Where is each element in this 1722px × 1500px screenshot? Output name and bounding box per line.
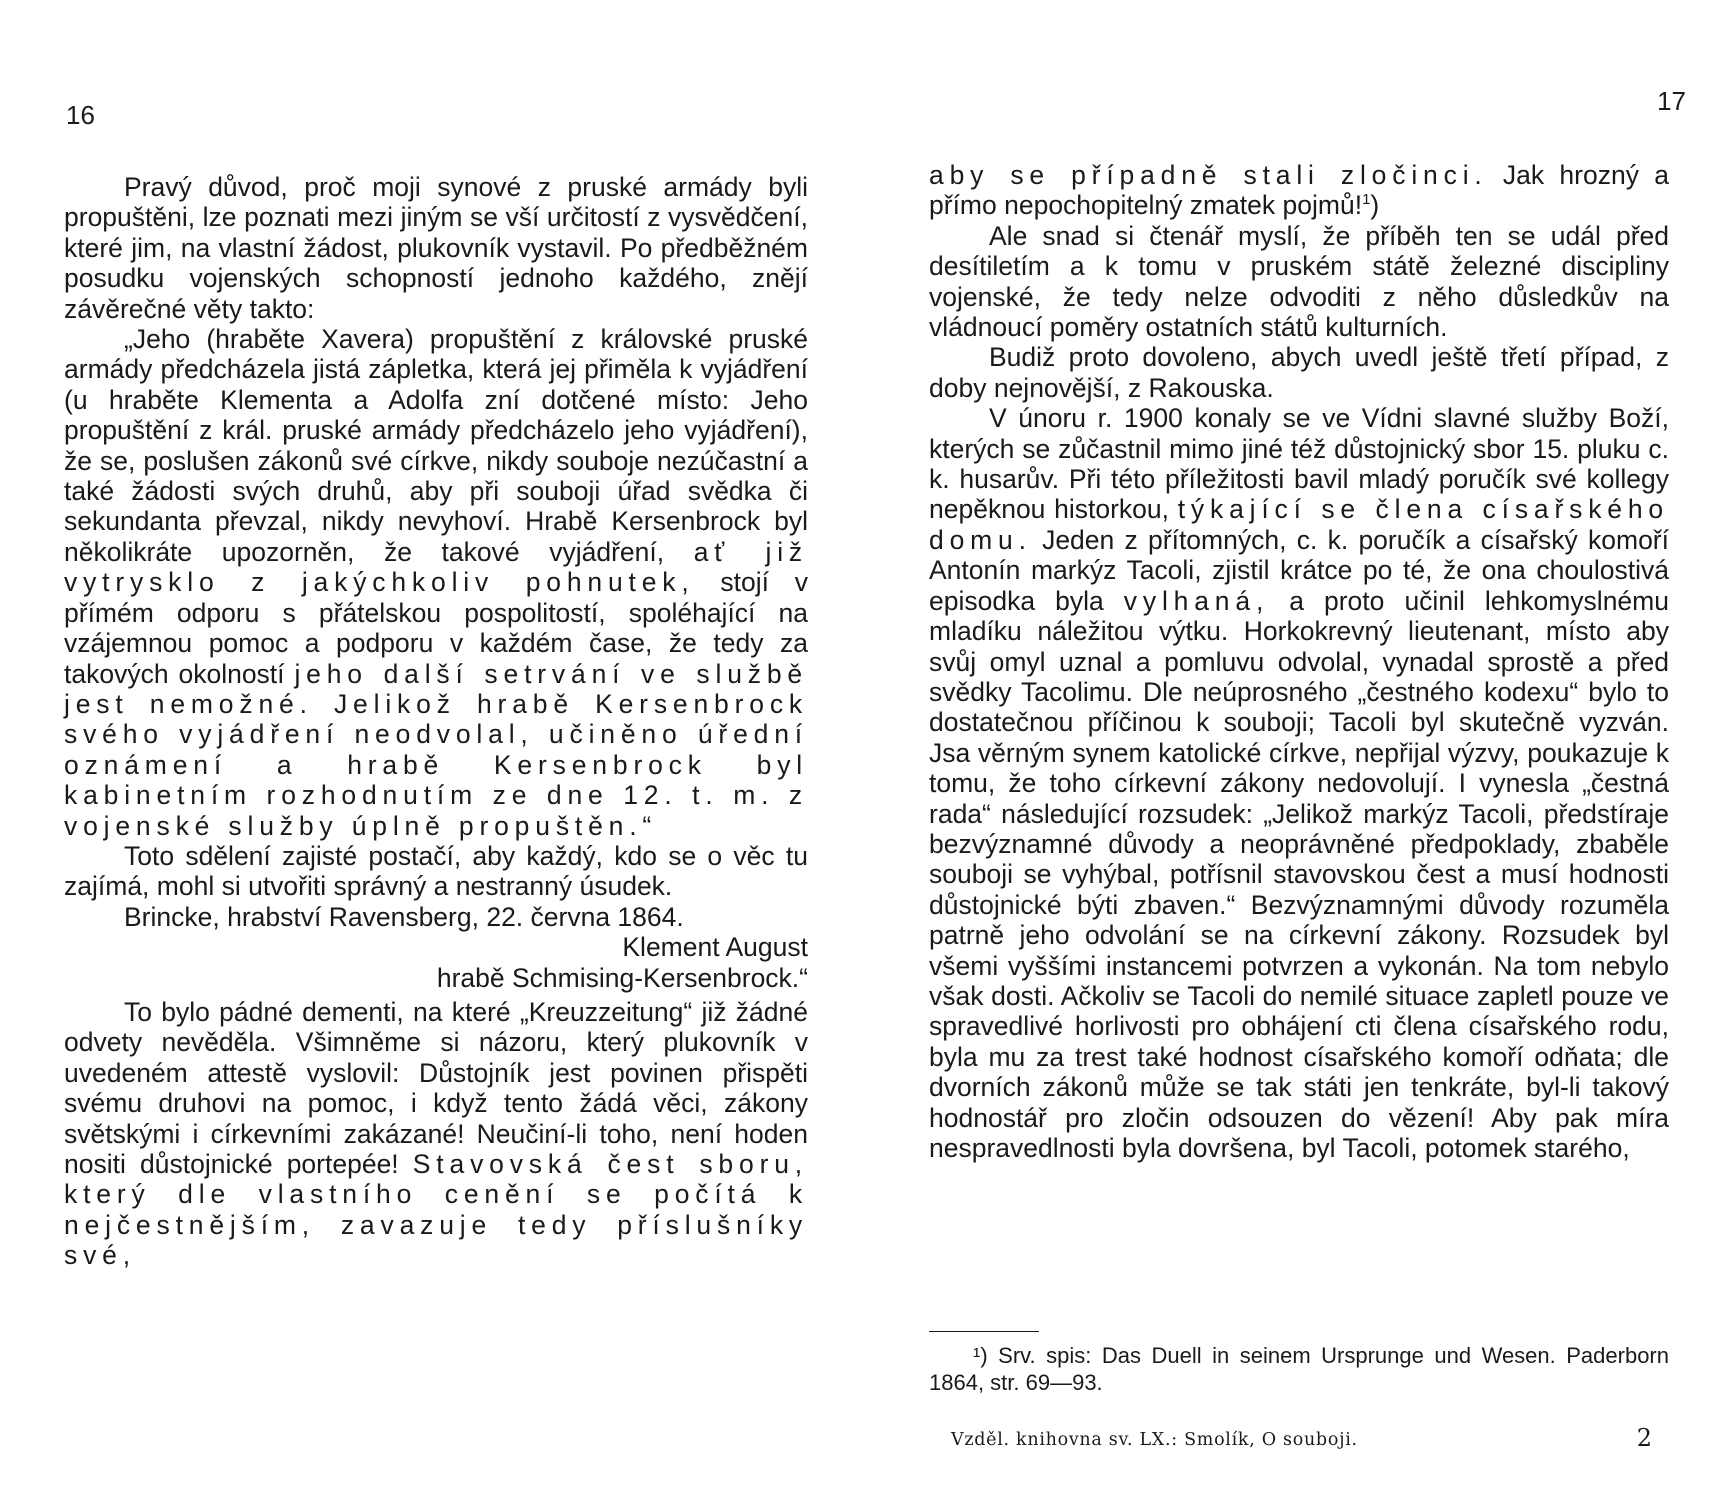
page-text (929, 160, 1669, 1163)
text-run: Jak hrozný a přímo nepochopitelný zmatek pojmů! (929, 160, 1669, 221)
paragraph (929, 221, 1669, 343)
paragraph (929, 403, 1669, 1163)
text-run: To bylo pádné dementi, na které „Kreuzzeitung“ již žádné odvety nevěděla. Všimněme si názoru, který plukovník v uvedeném attestě vyslovil: Důstojník jest povinen přispěti svému druhovi na pomoc, i když tento žádá věci, zákony světskými i církevními zakázané! Neučiní-li toho, není hoden nositi důstojnické portepée! (64, 996, 808, 1179)
spaced-emphasis-text: týkající se člena císařského domu. (929, 494, 1670, 555)
text-run: a proto učinil lehkomyslnému mladíku náležitou výtku. Horkokrevný lieutenant, místo aby svůj omyl uznal a pomluvu odvolal, vynadal sprostě a před svědky Tacolimu. Dle neúprosného „čestného kodexu“ bylo to dostatečnou příčinou k souboji; Tacoli byl skutečně vyzván. Jsa věrným synem katolické církve, nepřijal výzvy, poukazuje k tomu, že toho církevní zákony nedovolují. I vynesla „čestná rada“ následující rozsudek: „Jelikož markýz Tacoli, předstíraje bezvýznamné důvody a neoprávněné předpoklady, zbaběle souboji se vyhýbal, potřísnil stavovskou čest a musí hodnosti důstojnické býti zbaven.“ Bezvýznamnými důvody rozuměla patrně jeho odvolání se na církevní zákony. Rozsudek byl všemi vyššími instancemi potvrzen a vykonán. Na tom nebylo však dosti. Ačkoliv se Tacoli do nemilé situace zapletl pouze ve spravedlivé horlivosti pro obhájení cti člena císařského rodu, byla mu za trest také hodnost císařského komoří odňata; dle dvorních zákonů může se tak státi jen tenkráte, byl-li takový hodnostář pro zločin odsouzen do vězení! Aby pak míra nespravedlnosti byla dovršena, byl Tacoli, potomek starého, (929, 585, 1669, 1163)
text-run: Jeden z přítomných, c. k. poručík a císařský komoří Antonín markýz Tacoli, zjistil krátce po té, že ona choulostivá episodka byla (929, 524, 1669, 616)
paragraph (64, 902, 808, 932)
page-number: 17 (1657, 86, 1686, 116)
text-run: Brincke, hrabství Ravensberg, 22. června 1864. (124, 901, 684, 932)
spaced-emphasis-text: ať již vytrysklo z jakýchkoliv pohnutek, (64, 536, 808, 598)
text-run: Budiž proto dovoleno, abych uvedl ještě třetí případ, z doby nejnovější, z Rakouska. (929, 342, 1669, 403)
page-text (64, 172, 808, 1271)
signature-line: hrabě Schmising-Kersenbrock.“ (436, 962, 808, 993)
text-run: “ (642, 810, 652, 841)
text-run: Pravý důvod, proč moji synové z pruské armády byli propuštěni, lze poznati mezi jiným se vší určitostí z vysvědčení, které jim, na vlastní žádost, plukovník vystavil. Po předběžném posudku vojenských schopností jednoho každého, znějí závěrečné věty takto: (64, 172, 808, 324)
spaced-emphasis-text: aby se případně stali zločinci. (929, 160, 1488, 190)
right-page (861, 0, 1722, 1500)
footnote (929, 1342, 1669, 1396)
footnote-rule (929, 1331, 1039, 1332)
text-run: Ale snad si čtenář myslí, že příběh ten se udál před desítiletím a k tomu v pruském státě železné discipliny vojenské, že tedy nelze odvoditi z něho důsledkův na vládnoucí poměry ostatních států kulturních. (929, 220, 1669, 343)
page-number: 16 (66, 100, 95, 130)
spaced-emphasis-text: vylhaná, (1123, 585, 1270, 616)
text-run: ) (1370, 190, 1380, 221)
text-run: Toto sdělení zajisté postačí, aby každý, kdo se o věc tu zajímá, mohl si utvořiti správný a nestranný úsudek. (64, 840, 808, 902)
paragraph (929, 160, 1669, 221)
signature-block (64, 932, 808, 993)
footnote-marker: 1 (1362, 191, 1371, 209)
paragraph (64, 997, 808, 1271)
spaced-emphasis-text: jeho další setrvání ve službě jest nemožné. Jelikož hrabě Kersenbrock svého vyjádření neodvolal, učiněno úřední oznámení a hrabě Kersenbrock byl kabinetním rozhodnutím ze dne 12. t. m. z vojenské služby úplně propuštěn. (64, 658, 809, 841)
paragraph (64, 841, 808, 902)
paragraph (64, 324, 808, 841)
text-run: V únoru r. 1900 konaly se ve Vídni slavné služby Boží, kterých se zůčastnil mimo jiné též důstojnický sbor 15. pluku c. k. husarův. Při této příležitosti bavil mladý poručík své kollegy nepěknou historkou, (929, 403, 1669, 525)
paragraph (64, 172, 808, 324)
signature-line: Klement August (622, 932, 808, 963)
footnote-text: ¹) Srv. spis: Das Duell in seinem Ursprunge und Wesen. Paderborn 1864, str. 69—93. (929, 1343, 1669, 1395)
printer-signature-line: Vzděl. knihovna sv. LX.: Smolík, O souboji. (951, 1430, 1358, 1450)
spaced-emphasis-text: Stavovská čest sboru, který dle vlastního cenění se počítá k nejčestnějším, zavazuje tedy příslušníky své, (64, 1149, 808, 1271)
paragraph (929, 342, 1669, 403)
text-run: stojí v přímém odporu s přátelskou pospolitostí, spoléhající na vzájemnou pomoc a podporu v každém čase, že tedy za takových okolností (64, 567, 808, 689)
text-run: „Jeho (hraběte Xavera) propuštění z královské pruské armády předcházela jistá zápletka, která jej přiměla k vyjádření (u hraběte Klementa a Adolfa zní dotčené místo: Jeho propuštění z král. pruské armády předcházelo jeho vyjádření), že se, poslušen zákonů své církve, nikdy souboje nezúčastní a také žádosti svých druhů, aby při souboji úřad svědka či sekundanta převzal, nikdy nevyhoví. Hrabě Kersenbrock byl několikráte upozorněn, že takové vyjádření, (64, 324, 808, 567)
sheet-number: 2 (1636, 1424, 1652, 1452)
